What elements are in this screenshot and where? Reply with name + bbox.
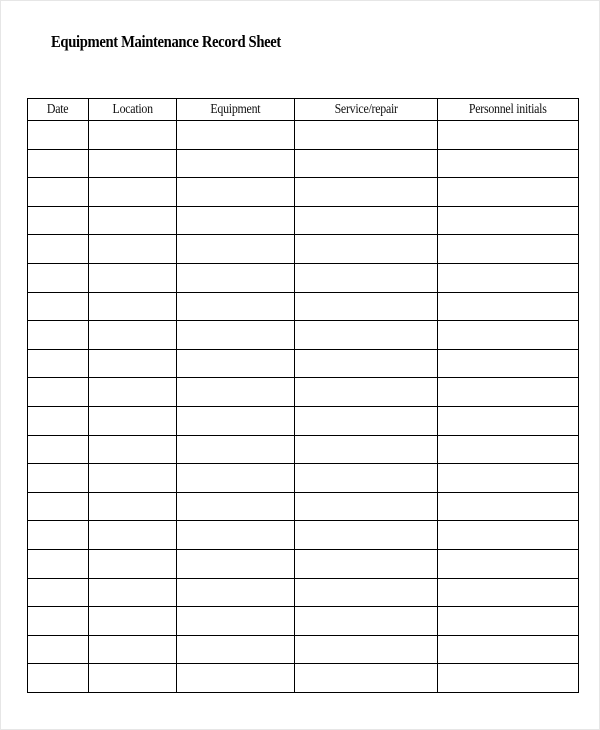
cell-equipment[interactable] [177, 635, 295, 664]
cell-service-repair[interactable] [295, 149, 438, 178]
cell-personnel-initials[interactable] [438, 549, 579, 578]
cell-service-repair[interactable] [295, 321, 438, 350]
cell-location[interactable] [89, 464, 177, 493]
cell-location[interactable] [89, 263, 177, 292]
cell-location[interactable] [89, 178, 177, 207]
cell-service-repair[interactable] [295, 235, 438, 264]
cell-date[interactable] [28, 121, 89, 150]
cell-equipment[interactable] [177, 435, 295, 464]
cell-location[interactable] [89, 321, 177, 350]
cell-equipment[interactable] [177, 121, 295, 150]
cell-equipment[interactable] [177, 521, 295, 550]
cell-equipment[interactable] [177, 378, 295, 407]
cell-location[interactable] [89, 206, 177, 235]
table-row [28, 378, 579, 407]
cell-location[interactable] [89, 607, 177, 636]
cell-date[interactable] [28, 635, 89, 664]
table-row [28, 263, 579, 292]
cell-location[interactable] [89, 435, 177, 464]
table-row [28, 321, 579, 350]
cell-personnel-initials[interactable] [438, 235, 579, 264]
cell-service-repair[interactable] [295, 521, 438, 550]
cell-date[interactable] [28, 607, 89, 636]
cell-date[interactable] [28, 349, 89, 378]
table-row [28, 664, 579, 693]
cell-personnel-initials[interactable] [438, 321, 579, 350]
cell-location[interactable] [89, 664, 177, 693]
cell-service-repair[interactable] [295, 549, 438, 578]
cell-personnel-initials[interactable] [438, 435, 579, 464]
table-row [28, 292, 579, 321]
cell-location[interactable] [89, 635, 177, 664]
cell-personnel-initials[interactable] [438, 464, 579, 493]
cell-equipment[interactable] [177, 349, 295, 378]
cell-personnel-initials[interactable] [438, 578, 579, 607]
table-row [28, 435, 579, 464]
table-row [28, 121, 579, 150]
table-row [28, 349, 579, 378]
cell-personnel-initials[interactable] [438, 521, 579, 550]
cell-date[interactable] [28, 549, 89, 578]
cell-date[interactable] [28, 492, 89, 521]
cell-equipment[interactable] [177, 607, 295, 636]
cell-date[interactable] [28, 235, 89, 264]
cell-equipment[interactable] [177, 235, 295, 264]
cell-service-repair[interactable] [295, 206, 438, 235]
cell-date[interactable] [28, 435, 89, 464]
cell-service-repair[interactable] [295, 635, 438, 664]
cell-service-repair[interactable] [295, 464, 438, 493]
page-title: Equipment Maintenance Record Sheet [51, 32, 281, 51]
cell-date[interactable] [28, 378, 89, 407]
column-header-equipment: Equipment [177, 99, 295, 121]
cell-service-repair[interactable] [295, 492, 438, 521]
table-row [28, 235, 579, 264]
cell-personnel-initials[interactable] [438, 406, 579, 435]
column-header-location: Location [89, 99, 177, 121]
cell-equipment[interactable] [177, 464, 295, 493]
cell-location[interactable] [89, 378, 177, 407]
table-row [28, 206, 579, 235]
cell-location[interactable] [89, 521, 177, 550]
cell-location[interactable] [89, 121, 177, 150]
cell-personnel-initials[interactable] [438, 292, 579, 321]
cell-service-repair[interactable] [295, 292, 438, 321]
cell-date[interactable] [28, 406, 89, 435]
cell-service-repair[interactable] [295, 664, 438, 693]
column-header-date: Date [28, 99, 89, 121]
cell-equipment[interactable] [177, 664, 295, 693]
cell-date[interactable] [28, 578, 89, 607]
cell-location[interactable] [89, 292, 177, 321]
cell-equipment[interactable] [177, 149, 295, 178]
cell-personnel-initials[interactable] [438, 378, 579, 407]
cell-date[interactable] [28, 464, 89, 493]
table-row [28, 178, 579, 207]
table-row [28, 149, 579, 178]
cell-personnel-initials[interactable] [438, 492, 579, 521]
cell-equipment[interactable] [177, 178, 295, 207]
cell-location[interactable] [89, 406, 177, 435]
cell-service-repair[interactable] [295, 378, 438, 407]
cell-date[interactable] [28, 521, 89, 550]
cell-equipment[interactable] [177, 292, 295, 321]
table-row [28, 492, 579, 521]
cell-date[interactable] [28, 178, 89, 207]
table-row [28, 521, 579, 550]
cell-location[interactable] [89, 578, 177, 607]
cell-date[interactable] [28, 321, 89, 350]
cell-equipment[interactable] [177, 492, 295, 521]
cell-service-repair[interactable] [295, 178, 438, 207]
cell-personnel-initials[interactable] [438, 607, 579, 636]
cell-service-repair[interactable] [295, 349, 438, 378]
column-header-personnel-initials: Personnel initials [438, 99, 579, 121]
cell-date[interactable] [28, 664, 89, 693]
cell-date[interactable] [28, 263, 89, 292]
cell-personnel-initials[interactable] [438, 263, 579, 292]
cell-equipment[interactable] [177, 578, 295, 607]
cell-service-repair[interactable] [295, 435, 438, 464]
table-row [28, 578, 579, 607]
table-row [28, 464, 579, 493]
maintenance-record-table [27, 98, 579, 693]
cell-service-repair[interactable] [295, 121, 438, 150]
cell-equipment[interactable] [177, 406, 295, 435]
table-row [28, 635, 579, 664]
table-body [28, 121, 579, 693]
cell-service-repair[interactable] [295, 607, 438, 636]
table-row [28, 607, 579, 636]
cell-service-repair[interactable] [295, 406, 438, 435]
cell-date[interactable] [28, 149, 89, 178]
cell-location[interactable] [89, 149, 177, 178]
cell-equipment[interactable] [177, 263, 295, 292]
cell-equipment[interactable] [177, 549, 295, 578]
cell-service-repair[interactable] [295, 263, 438, 292]
cell-date[interactable] [28, 292, 89, 321]
cell-personnel-initials[interactable] [438, 206, 579, 235]
cell-equipment[interactable] [177, 321, 295, 350]
table-row [28, 406, 579, 435]
cell-personnel-initials[interactable] [438, 149, 579, 178]
cell-personnel-initials[interactable] [438, 664, 579, 693]
cell-personnel-initials[interactable] [438, 635, 579, 664]
cell-location[interactable] [89, 235, 177, 264]
table-header-row [28, 99, 579, 121]
cell-location[interactable] [89, 349, 177, 378]
cell-personnel-initials[interactable] [438, 178, 579, 207]
cell-personnel-initials[interactable] [438, 349, 579, 378]
column-header-service-repair: Service/repair [295, 99, 438, 121]
cell-date[interactable] [28, 206, 89, 235]
cell-service-repair[interactable] [295, 578, 438, 607]
cell-location[interactable] [89, 492, 177, 521]
table-row [28, 549, 579, 578]
cell-personnel-initials[interactable] [438, 121, 579, 150]
cell-location[interactable] [89, 549, 177, 578]
cell-equipment[interactable] [177, 206, 295, 235]
